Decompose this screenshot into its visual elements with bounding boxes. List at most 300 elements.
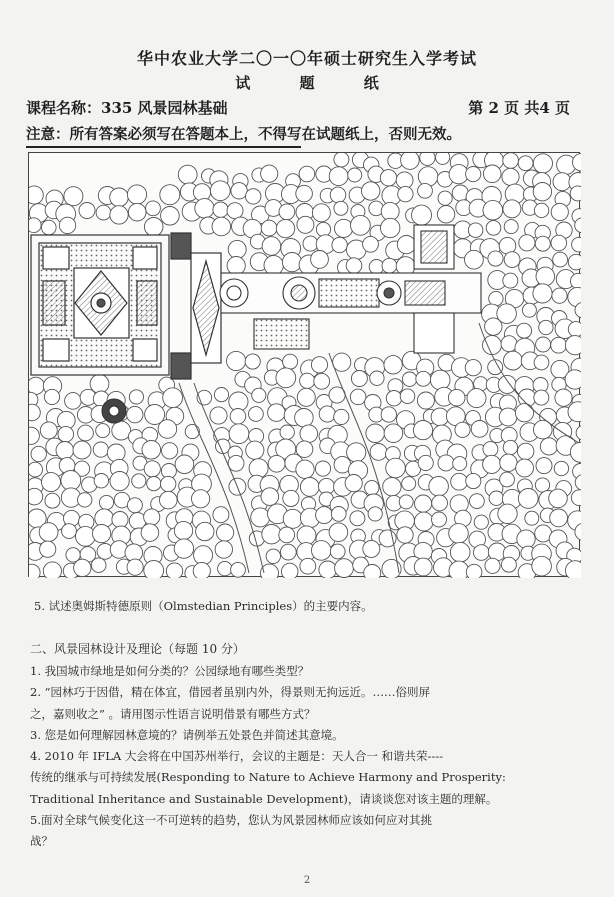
tree-canopy	[312, 204, 330, 222]
question-line: Traditional Inheritance and Sustainable Development)，请谈谈您对该主题的理解。	[30, 791, 498, 806]
tree-canopy	[501, 557, 516, 572]
tree-canopy	[160, 491, 178, 509]
tree-canopy	[451, 473, 468, 490]
tree-canopy	[366, 424, 385, 443]
tree-canopy	[430, 370, 450, 390]
tree-canopy	[489, 491, 503, 505]
tree-canopy	[112, 421, 131, 440]
tree-canopy	[230, 409, 246, 425]
tree-canopy	[330, 187, 346, 203]
tree-canopy	[382, 258, 397, 273]
tree-canopy	[555, 389, 572, 406]
tree-canopy	[303, 236, 318, 251]
tree-canopy	[147, 477, 161, 491]
tree-canopy	[534, 355, 549, 370]
tree-canopy	[363, 236, 379, 252]
tree-canopy	[300, 425, 318, 443]
tree-canopy	[485, 318, 502, 335]
tree-canopy	[127, 559, 143, 575]
tree-canopy	[127, 498, 142, 513]
tree-canopy	[78, 493, 92, 507]
tree-canopy	[29, 186, 43, 204]
tree-canopy	[218, 561, 232, 575]
tree-canopy	[195, 199, 214, 218]
tree-canopy	[414, 512, 433, 531]
tree-canopy	[297, 216, 314, 233]
tree-canopy	[158, 420, 177, 439]
tree-canopy	[535, 236, 550, 251]
tree-canopy	[420, 153, 435, 165]
page-title: 华中农业大学二〇一〇年硕士研究生入学考试	[136, 49, 477, 68]
tree-canopy	[178, 165, 197, 184]
tree-canopy	[228, 455, 244, 471]
tree-canopy	[160, 185, 180, 205]
tree-canopy	[536, 337, 551, 352]
tree-canopy	[465, 250, 484, 269]
tree-canopy	[332, 237, 347, 252]
tree-canopy	[500, 454, 517, 471]
tree-canopy	[551, 203, 568, 220]
tree-canopy	[280, 544, 296, 560]
tree-canopy	[217, 524, 234, 541]
tree-canopy	[314, 373, 330, 389]
tree-canopy	[503, 273, 518, 288]
tree-canopy	[554, 461, 568, 475]
tree-canopy	[466, 167, 481, 182]
tree-canopy	[504, 351, 523, 370]
tree-canopy	[432, 512, 447, 527]
tree-canopy	[312, 541, 332, 561]
tree-canopy	[42, 473, 61, 492]
question-line: 之，嘉则收之” 。请用图示性语言说明借景有哪些方式？	[30, 706, 316, 721]
tree-canopy	[370, 371, 384, 385]
tree-canopy	[334, 409, 349, 424]
section-2-questions	[30, 661, 590, 853]
tree-canopy	[500, 472, 515, 487]
tree-canopy	[283, 354, 298, 369]
tree-canopy	[59, 217, 75, 233]
tree-canopy	[381, 202, 399, 220]
tree-canopy	[534, 203, 548, 217]
tree-canopy	[499, 408, 517, 426]
tree-canopy	[534, 390, 549, 405]
tree-canopy	[413, 421, 432, 440]
tree-canopy	[276, 219, 294, 237]
tree-canopy	[551, 235, 567, 251]
tree-canopy	[351, 371, 367, 387]
page-subtitle: 试 题 纸	[235, 74, 401, 92]
tree-canopy	[193, 562, 210, 578]
tree-canopy	[279, 204, 295, 220]
tree-canopy	[316, 222, 330, 236]
tree-canopy	[56, 442, 74, 460]
tree-canopy	[346, 258, 362, 274]
tree-canopy	[532, 556, 552, 576]
tree-canopy	[64, 187, 83, 206]
tree-canopy	[345, 475, 362, 492]
tree-canopy	[402, 372, 416, 386]
tree-canopy	[214, 388, 228, 402]
tree-canopy	[380, 170, 396, 186]
tree-canopy	[517, 530, 535, 548]
tree-canopy	[192, 490, 210, 508]
tree-canopy	[381, 218, 400, 237]
tree-canopy	[363, 540, 380, 557]
tree-canopy	[415, 495, 432, 512]
tree-canopy	[333, 353, 351, 371]
tree-canopy	[401, 153, 420, 169]
tree-canopy	[144, 461, 160, 477]
tree-canopy	[73, 441, 91, 459]
tree-canopy	[210, 181, 230, 201]
tree-canopy	[107, 444, 125, 462]
tree-canopy	[249, 459, 268, 478]
tree-canopy	[40, 422, 57, 439]
tree-canopy	[536, 267, 555, 286]
tree-canopy	[465, 360, 481, 376]
tree-canopy	[39, 523, 58, 542]
notice: 注意：所有答案必须写在答题本上，不得写在试题纸上，否则无效。	[26, 126, 461, 143]
tree-canopy	[144, 218, 163, 237]
tree-canopy	[565, 336, 581, 355]
tree-canopy	[489, 291, 503, 305]
tree-canopy	[533, 284, 552, 303]
tree-canopy	[503, 440, 517, 454]
tree-canopy	[252, 388, 266, 402]
tree-canopy	[42, 220, 57, 235]
tree-canopy	[163, 388, 183, 408]
tree-canopy	[127, 406, 143, 422]
tree-canopy	[455, 422, 470, 437]
tree-canopy	[502, 168, 519, 185]
tree-canopy	[227, 257, 245, 275]
tree-canopy	[61, 471, 81, 491]
page-info: 第 2 页 共4 页	[468, 99, 570, 117]
tree-canopy	[350, 389, 366, 405]
tree-canopy	[296, 460, 314, 478]
tree-canopy	[483, 442, 498, 457]
tree-canopy	[94, 474, 108, 488]
tree-canopy	[335, 559, 354, 578]
tree-canopy	[276, 368, 296, 388]
tree-canopy	[536, 458, 552, 474]
tree-canopy	[397, 527, 413, 543]
tree-canopy	[174, 521, 192, 539]
tree-canopy	[297, 388, 315, 406]
tree-canopy	[504, 252, 520, 268]
tree-canopy	[96, 424, 110, 438]
tree-canopy	[280, 425, 294, 439]
tree-canopy	[535, 478, 549, 492]
tree-canopy	[110, 472, 129, 491]
tree-canopy	[571, 490, 581, 506]
question-line: 1. 我国城市绿地是如何分类的？公园绿地有哪些类型？	[30, 664, 310, 678]
tree-canopy	[362, 182, 380, 200]
tree-canopy	[418, 183, 433, 198]
tree-canopy	[261, 220, 277, 236]
tree-canopy	[438, 191, 452, 205]
tree-canopy	[540, 438, 557, 455]
tree-canopy	[296, 185, 313, 202]
question-5: 5. 试述奥姆斯特德原则（Olmstedian Principles）的主要内容。	[34, 599, 373, 613]
tree-canopy	[449, 561, 469, 578]
tree-canopy	[525, 511, 539, 525]
tree-canopy	[468, 223, 483, 238]
tree-canopy	[29, 462, 43, 477]
tree-canopy	[319, 561, 337, 578]
tree-canopy	[227, 351, 246, 370]
tree-canopy	[553, 173, 571, 191]
tree-canopy	[185, 424, 199, 438]
tree-canopy	[127, 185, 146, 204]
tree-canopy	[503, 153, 519, 168]
tree-canopy	[474, 515, 488, 529]
tree-canopy	[110, 206, 128, 224]
tree-canopy	[474, 545, 490, 561]
tree-canopy	[432, 495, 448, 511]
course-name: 课程名称：335 风景园林基础	[26, 99, 228, 117]
tree-canopy	[144, 561, 164, 579]
tree-canopy	[166, 563, 182, 578]
tree-canopy	[300, 373, 315, 388]
garden-plan-figure	[28, 152, 580, 577]
tree-canopy	[517, 323, 532, 338]
tree-canopy	[519, 235, 535, 251]
tree-canopy	[300, 558, 316, 574]
tree-canopy	[213, 202, 228, 217]
tree-canopy	[533, 183, 551, 201]
tree-canopy	[249, 407, 264, 422]
tree-canopy	[76, 526, 96, 546]
tree-canopy	[231, 562, 246, 577]
tree-canopy	[518, 489, 538, 509]
tree-canopy	[437, 206, 454, 223]
tree-canopy	[329, 523, 348, 542]
tree-canopy	[334, 153, 349, 167]
tree-canopy	[414, 558, 432, 576]
tree-canopy	[311, 357, 327, 373]
tree-canopy	[283, 509, 302, 528]
tree-canopy	[453, 457, 467, 471]
course-row	[26, 97, 570, 118]
question-line: 2. “园林巧于因借，精在体宜，借园者虽别内外，得景则无拘远近。……俗则屏	[30, 685, 431, 700]
tree-canopy	[31, 446, 46, 461]
tree-canopy	[212, 217, 231, 236]
tree-canopy	[29, 488, 43, 505]
tree-canopy	[539, 320, 553, 334]
tree-canopy	[486, 221, 501, 236]
tree-canopy	[29, 377, 44, 394]
tree-canopy	[174, 539, 193, 558]
tree-canopy	[296, 441, 313, 458]
tree-canopy	[449, 524, 469, 544]
question-line: 传统的继承与可持续发展(Responding to Nature to Achieve Harmony and Prosperity:	[30, 770, 506, 785]
tree-canopy	[471, 421, 488, 438]
tree-canopy	[552, 288, 567, 303]
tree-canopy	[381, 407, 396, 422]
tree-canopy	[364, 565, 381, 579]
tree-canopy	[65, 393, 82, 410]
tree-canopy	[215, 541, 232, 558]
tree-canopy	[551, 337, 567, 353]
tree-canopy	[29, 404, 40, 421]
tree-canopy	[29, 564, 40, 578]
tree-canopy	[62, 524, 77, 539]
tree-canopy	[281, 563, 298, 578]
tree-canopy	[316, 507, 333, 524]
tree-canopy	[246, 189, 261, 204]
tree-canopy	[576, 426, 581, 440]
tree-canopy	[40, 541, 56, 557]
tree-canopy	[329, 167, 348, 186]
tree-canopy	[533, 154, 552, 173]
tree-canopy	[386, 391, 401, 406]
tree-canopy	[483, 336, 502, 355]
tree-canopy	[488, 251, 503, 266]
tree-canopy	[99, 495, 113, 509]
tree-canopy	[498, 375, 516, 393]
tree-canopy	[29, 218, 41, 233]
tree-canopy	[399, 495, 413, 509]
tree-canopy	[331, 507, 346, 522]
tree-canopy	[347, 443, 366, 462]
tree-canopy	[438, 455, 454, 471]
tree-canopy	[365, 481, 379, 495]
tree-canopy	[45, 493, 60, 508]
tree-canopy	[429, 477, 449, 497]
tree-canopy	[351, 215, 371, 235]
tree-canopy	[485, 558, 500, 573]
tree-canopy	[448, 389, 465, 406]
tree-canopy	[515, 404, 533, 422]
tree-canopy	[368, 507, 382, 521]
tree-canopy	[504, 220, 518, 234]
tree-canopy	[93, 442, 108, 457]
tree-canopy	[128, 203, 146, 221]
tree-canopy	[369, 260, 384, 275]
tree-canopy	[231, 183, 247, 199]
tree-canopy	[175, 455, 194, 474]
tree-canopy	[251, 508, 270, 527]
tree-canopy	[568, 322, 581, 337]
tree-canopy	[335, 219, 353, 237]
tree-canopy	[96, 205, 111, 220]
tree-canopy	[467, 389, 486, 408]
tree-canopy	[398, 186, 413, 201]
tree-canopy	[311, 251, 329, 269]
tree-canopy	[348, 168, 362, 182]
tree-canopy	[402, 477, 416, 491]
tree-canopy	[162, 443, 178, 459]
tree-canopy	[416, 371, 431, 386]
tree-canopy	[79, 203, 95, 219]
garden-plan-drawing	[29, 153, 581, 578]
tree-canopy	[144, 509, 160, 525]
tree-canopy	[93, 525, 111, 543]
tree-canopy	[194, 546, 213, 565]
tree-canopy	[503, 200, 521, 218]
tree-canopy	[319, 406, 335, 422]
tree-canopy	[568, 254, 581, 270]
tree-canopy	[228, 240, 246, 258]
tree-canopy	[330, 544, 345, 559]
tree-canopy	[141, 524, 159, 542]
tree-canopy	[210, 407, 227, 424]
tree-canopy	[227, 203, 243, 219]
tree-canopy	[193, 184, 210, 201]
tree-canopy	[78, 425, 94, 441]
tree-canopy	[142, 441, 161, 460]
tree-canopy	[384, 424, 403, 443]
tree-canopy	[246, 441, 264, 459]
tree-canopy	[516, 459, 534, 477]
tree-canopy	[295, 409, 314, 428]
tree-canopy	[522, 303, 536, 317]
tree-canopy	[44, 389, 59, 404]
tree-canopy	[370, 444, 387, 461]
tree-canopy	[266, 549, 280, 563]
tree-canopy	[498, 504, 517, 523]
tree-canopy	[213, 507, 229, 523]
tree-canopy	[418, 455, 433, 470]
tree-canopy	[279, 527, 295, 543]
tree-canopy	[300, 478, 319, 497]
tree-canopy	[29, 427, 39, 444]
tree-canopy	[572, 237, 581, 252]
tree-canopy	[299, 166, 315, 182]
section-2-heading: 二、风景园林设计及理论（每题 10 分）	[30, 642, 245, 656]
tree-canopy	[282, 253, 301, 272]
tree-canopy	[264, 256, 283, 275]
tree-canopy	[132, 474, 146, 488]
tree-canopy	[466, 473, 481, 488]
tree-canopy	[91, 558, 106, 573]
question-line: 战？	[30, 834, 53, 849]
tree-canopy	[384, 356, 402, 374]
tree-canopy	[550, 509, 568, 527]
tree-canopy	[350, 511, 365, 526]
tree-canopy	[229, 424, 249, 444]
tree-canopy	[283, 490, 299, 506]
tree-canopy	[386, 458, 406, 478]
tree-canopy	[412, 205, 432, 225]
parterre-garden	[31, 233, 221, 379]
tree-canopy	[466, 564, 482, 578]
tree-canopy	[315, 461, 330, 476]
tree-canopy	[146, 201, 161, 216]
tree-canopy	[418, 167, 438, 187]
tree-canopy	[196, 522, 214, 540]
tree-canopy	[397, 236, 415, 254]
tree-canopy	[161, 476, 176, 491]
tree-canopy	[129, 390, 143, 404]
tree-canopy	[570, 186, 581, 201]
tree-canopy	[383, 478, 401, 496]
tree-canopy	[518, 443, 534, 459]
tree-canopy	[400, 389, 415, 404]
tree-canopy	[553, 252, 568, 267]
tree-canopy	[565, 370, 581, 389]
notice-underline	[26, 146, 301, 148]
tree-canopy	[262, 237, 281, 256]
tree-canopy	[483, 165, 501, 183]
tree-canopy	[74, 559, 91, 576]
tree-canopy	[262, 525, 281, 544]
question-line: 3. 您是如何理解园林意境的？请例举五处景色并简述其意境。	[30, 727, 344, 742]
tree-canopy	[268, 455, 285, 472]
tree-canopy	[549, 489, 568, 508]
tree-canopy	[268, 404, 286, 422]
